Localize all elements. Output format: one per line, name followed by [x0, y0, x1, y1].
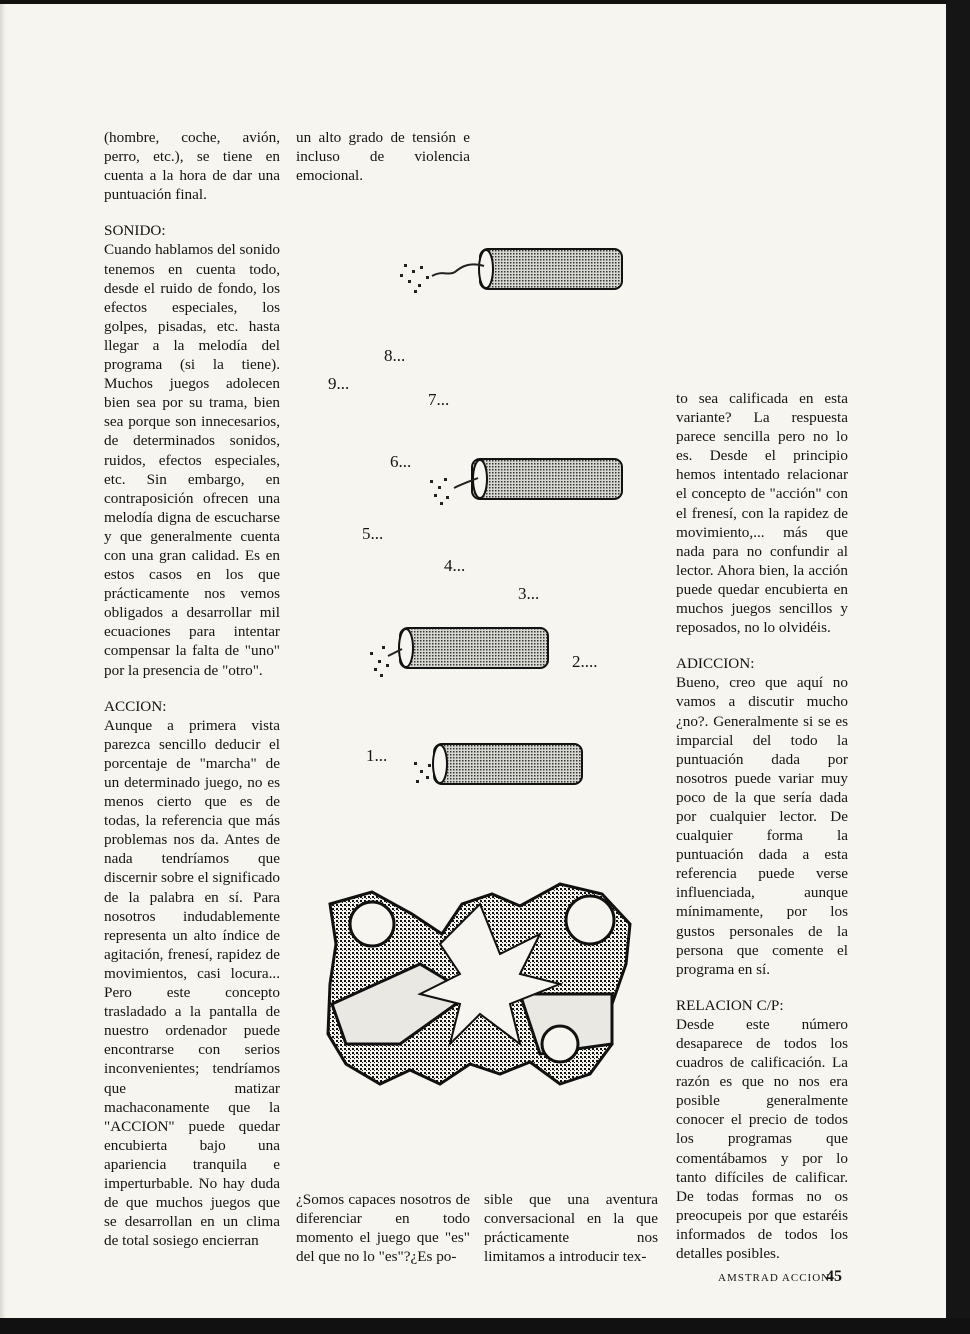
intro-paragraph: (hombre, coche, avión, perro, etc.), se tiene en cuenta a la hora de dar una puntuación final.	[104, 129, 280, 204]
column-3-bottom-text: sible que una aventura conversacional en la que prácticamente nos limitamos a introducir tex-	[484, 1191, 658, 1266]
explosion-illustration	[328, 884, 630, 1084]
column-2-top-text: un alto grado de tensión e incluso de violencia emocional.	[296, 129, 470, 185]
column-2-bottom-text: ¿Somos capaces nosotros de diferenciar en todo momento el juego que "es" del que no lo "es"?¿Es po-	[296, 1191, 470, 1266]
dynamite-stick-3	[370, 628, 548, 677]
accion-continued: to sea calificada en esta variante? La respuesta parece sencilla pero no lo es. Desde el principio hemos intentado relacionar el concepto de "acción" con el frenesí, con la rapidez de movimiento,... más que nada para no confundir al lector. Ahora bien, la acción puede quedar encubierta en muchos juegos sencillos y reposados, no lo olvidéis.	[676, 390, 848, 637]
adiccion-heading: ADICCION:	[676, 655, 755, 673]
countdown-4: 4...	[444, 556, 466, 575]
adiccion-text: Bueno, creo que aquí no vamos a discutir mucho ¿no?. Generalmente si se es imparcial del todo la puntuación dada por nosotros puede variar muy poco de la que sería dada por cualquier lector. De cualquier forma la puntuación dada a esta referencia puede verse influenciada, aunque mínimamente, por los gustos personales de la persona que comente el programa en sí.	[676, 674, 848, 978]
countdown-1: 1...	[366, 746, 388, 765]
relacion-text: Desde este número desaparece de todos los cuadros de calificación. La razón es que no nos era posible generalmente conocer el precio de todos los programas que comentábamos y por lo tanto difíciles de calificar. De todas formas no os preocupeis por que estaréis informados de todos los detalles posibles.	[676, 1015, 848, 1263]
sonido-heading: SONIDO:	[104, 222, 166, 240]
accion-heading: ACCION:	[104, 697, 167, 715]
countdown-7: 7...	[428, 390, 450, 409]
relacion-heading: RELACION C/P:	[676, 996, 784, 1014]
accion-text: Aunque a primera vista parezca sencillo deducir el porcentaje de "marcha" de un determinado juego, no es menos cierto que es de todas, la referencia que más problemas nos da. Antes de nada tendríamos que discernir sobre el significado de la palabra en sí. Para nosotros indudablemente representa un alto índice de agitación, frenesí, rapidez de movimientos, casi locura... Pero este concepto trasladado a la pantalla de nuestro ordenador puede encontrarse con serios inconvenientes; tendríamos que matizar machaconamente que la "ACCION" puede quedar encubierta bajo una apariencia tranquila e imperturbable. No hay duda de que muchos juegos que se desarrollan en un clima de total sosiego encierran	[104, 716, 280, 1250]
scan-bottom-border	[0, 1318, 970, 1334]
countdown-3: 3...	[518, 584, 540, 603]
page-number: 45	[826, 1268, 842, 1285]
dynamite-stick-2	[430, 459, 622, 505]
countdown-5: 5...	[362, 524, 384, 543]
dynamite-stick-1	[400, 249, 622, 293]
dynamite-stick-4	[414, 744, 582, 784]
scan-right-border	[946, 0, 970, 1334]
footer-magazine-name: AMSTRAD ACCION	[718, 1272, 831, 1284]
countdown-8: 8...	[384, 346, 406, 365]
sonido-text: Cuando hablamos del sonido tenemos en cuenta todo, desde el ruido de fondo, los efectos especiales, los golpes, pisadas, etc. hasta llegar a la melodía del programa (si la tiene). Muchos juegos adolecen bien sea por su trama, bien sea porque son innecesarios, de determinados sonidos, ruidos, efectos especiales, etc. Sin embargo, en contraposición ofrecen una melodía digna de escucharse y que generalmente cuenta con una gran calidad. Es en estos casos en los que prácticamente nos vemos obligados a desarrollar mil ecuaciones para intentar compensar la falta de "uno" por la presencia de "otro".	[104, 241, 280, 679]
countdown-6: 6...	[390, 452, 412, 471]
countdown-9: 9...	[328, 374, 350, 393]
countdown-2: 2....	[572, 652, 598, 671]
dynamite-illustrations	[0, 4, 946, 1322]
